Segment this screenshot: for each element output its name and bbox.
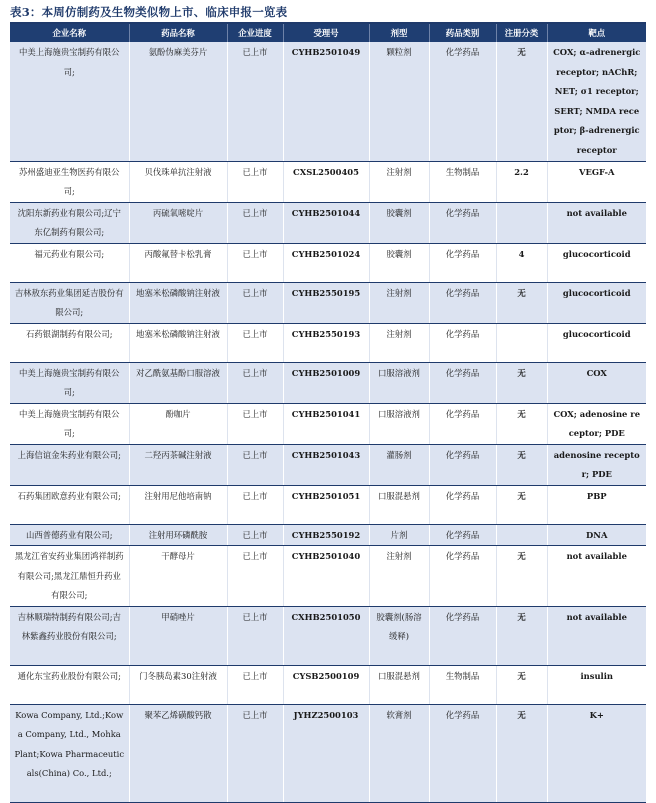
table-row bbox=[10, 403, 646, 444]
cell-accept-no: CXSL2500405 bbox=[283, 161, 369, 202]
cell-drug: 酚咖片 bbox=[129, 403, 227, 444]
cell-drug: 氨酚伪麻美芬片 bbox=[129, 42, 227, 161]
cell-form: 注射剂 bbox=[369, 161, 429, 202]
cell-category: 化学药品 bbox=[429, 202, 496, 243]
cell-accept-no: CYHB2501024 bbox=[283, 243, 369, 282]
cell-company: 中美上海施贵宝制药有限公司; bbox=[10, 42, 129, 161]
cell-category: 化学药品 bbox=[429, 403, 496, 444]
cell-drug: 地塞米松磷酸钠注射液 bbox=[129, 323, 227, 362]
cell-status: 已上市 bbox=[227, 362, 283, 403]
cell-form: 胶囊剂 bbox=[369, 243, 429, 282]
cell-status: 已上市 bbox=[227, 161, 283, 202]
cell-company: 苏州盛迪亚生物医药有限公司; bbox=[10, 161, 129, 202]
cell-reg-class: 无 bbox=[496, 665, 547, 704]
cell-target: insulin bbox=[547, 665, 646, 704]
cell-target: glucocorticoid bbox=[547, 282, 646, 323]
header-row bbox=[10, 24, 646, 42]
cell-category: 化学药品 bbox=[429, 546, 496, 607]
cell-company: 山西普德药业有限公司; bbox=[10, 524, 129, 546]
cell-company: 吉林顺瑞特制药有限公司;吉林紫鑫药业股份有限公司; bbox=[10, 606, 129, 665]
cell-reg-class: 无 bbox=[496, 546, 547, 607]
table-row bbox=[10, 606, 646, 665]
cell-form: 颗粒剂 bbox=[369, 42, 429, 161]
cell-status: 已上市 bbox=[227, 485, 283, 524]
cell-status: 已上市 bbox=[227, 704, 283, 802]
cell-category: 生物制品 bbox=[429, 161, 496, 202]
cell-reg-class: 无 bbox=[496, 704, 547, 802]
cell-target: not available bbox=[547, 606, 646, 665]
cell-reg-class bbox=[496, 524, 547, 546]
cell-status: 已上市 bbox=[227, 606, 283, 665]
cell-form: 口服溶液剂 bbox=[369, 403, 429, 444]
cell-company: 通化东宝药业股份有限公司; bbox=[10, 665, 129, 704]
table-row bbox=[10, 546, 646, 607]
table-row bbox=[10, 665, 646, 704]
cell-drug: 丙酸氟替卡松乳膏 bbox=[129, 243, 227, 282]
cell-drug: 聚苯乙烯磺酸钙散 bbox=[129, 704, 227, 802]
cell-category: 化学药品 bbox=[429, 485, 496, 524]
cell-category: 化学药品 bbox=[429, 606, 496, 665]
cell-company: 石药集团欧意药业有限公司; bbox=[10, 485, 129, 524]
table-row bbox=[10, 161, 646, 202]
table-title: 表3：本周仿制药及生物类似物上市、临床申报一览表 bbox=[10, 5, 288, 19]
cell-target: DNA bbox=[547, 524, 646, 546]
cell-status: 已上市 bbox=[227, 444, 283, 485]
cell-reg-class bbox=[496, 202, 547, 243]
cell-company: 中美上海施贵宝制药有限公司; bbox=[10, 362, 129, 403]
cell-reg-class: 无 bbox=[496, 42, 547, 161]
cell-drug: 对乙酰氨基酚口服溶液 bbox=[129, 362, 227, 403]
cell-category: 化学药品 bbox=[429, 524, 496, 546]
cell-accept-no: CYHB2501041 bbox=[283, 403, 369, 444]
cell-category: 化学药品 bbox=[429, 323, 496, 362]
table-row bbox=[10, 444, 646, 485]
cell-target: VEGF-A bbox=[547, 161, 646, 202]
cell-status: 已上市 bbox=[227, 524, 283, 546]
table-body bbox=[10, 42, 646, 802]
cell-target: glucocorticoid bbox=[547, 323, 646, 362]
cell-company: 沈阳东新药业有限公司;辽宁东亿制药有限公司; bbox=[10, 202, 129, 243]
cell-reg-class: 无 bbox=[496, 606, 547, 665]
cell-reg-class: 2.2 bbox=[496, 161, 547, 202]
cell-drug: 干酵母片 bbox=[129, 546, 227, 607]
cell-category: 化学药品 bbox=[429, 282, 496, 323]
cell-reg-class: 无 bbox=[496, 444, 547, 485]
cell-reg-class: 4 bbox=[496, 243, 547, 282]
cell-drug: 注射用环磷酰胺 bbox=[129, 524, 227, 546]
cell-category: 化学药品 bbox=[429, 42, 496, 161]
cell-accept-no: CYHB2501044 bbox=[283, 202, 369, 243]
cell-form: 胶囊剂 bbox=[369, 202, 429, 243]
header-status: 企业进度 bbox=[227, 24, 283, 42]
cell-reg-class: 无 bbox=[496, 485, 547, 524]
cell-category: 化学药品 bbox=[429, 444, 496, 485]
cell-drug: 贝伐珠单抗注射液 bbox=[129, 161, 227, 202]
cell-status: 已上市 bbox=[227, 546, 283, 607]
cell-target: adenosine receptor; PDE bbox=[547, 444, 646, 485]
cell-target: not available bbox=[547, 546, 646, 607]
cell-accept-no: JYHZ2500103 bbox=[283, 704, 369, 802]
cell-company: 吉林敖东药业集团延吉股份有限公司; bbox=[10, 282, 129, 323]
cell-status: 已上市 bbox=[227, 403, 283, 444]
cell-company: 上海信谊金朱药业有限公司; bbox=[10, 444, 129, 485]
cell-accept-no: CYHB2501009 bbox=[283, 362, 369, 403]
cell-category: 化学药品 bbox=[429, 362, 496, 403]
cell-accept-no: CXHB2501050 bbox=[283, 606, 369, 665]
cell-form: 软膏剂 bbox=[369, 704, 429, 802]
cell-target: K+ bbox=[547, 704, 646, 802]
table-row bbox=[10, 282, 646, 323]
cell-reg-class bbox=[496, 323, 547, 362]
cell-company: 福元药业有限公司; bbox=[10, 243, 129, 282]
cell-target: not available bbox=[547, 202, 646, 243]
cell-company: 中美上海施贵宝制药有限公司; bbox=[10, 403, 129, 444]
cell-status: 已上市 bbox=[227, 42, 283, 161]
cell-form: 注射剂 bbox=[369, 323, 429, 362]
header-accept-no: 受理号 bbox=[283, 24, 369, 42]
cell-form: 口服溶液剂 bbox=[369, 362, 429, 403]
header-company: 企业名称 bbox=[10, 24, 129, 42]
cell-accept-no: CYHB2501051 bbox=[283, 485, 369, 524]
cell-status: 已上市 bbox=[227, 243, 283, 282]
cell-status: 已上市 bbox=[227, 282, 283, 323]
header-category: 药品类别 bbox=[429, 24, 496, 42]
cell-category: 生物制品 bbox=[429, 665, 496, 704]
cell-accept-no: CYHB2501049 bbox=[283, 42, 369, 161]
cell-target: PBP bbox=[547, 485, 646, 524]
cell-target: COX bbox=[547, 362, 646, 403]
cell-status: 已上市 bbox=[227, 202, 283, 243]
cell-reg-class: 无 bbox=[496, 403, 547, 444]
table-row bbox=[10, 323, 646, 362]
cell-category: 化学药品 bbox=[429, 704, 496, 802]
cell-reg-class: 无 bbox=[496, 282, 547, 323]
cell-reg-class: 无 bbox=[496, 362, 547, 403]
cell-status: 已上市 bbox=[227, 323, 283, 362]
cell-drug: 门冬胰岛素30注射液 bbox=[129, 665, 227, 704]
cell-accept-no: CYHB2501040 bbox=[283, 546, 369, 607]
table-row bbox=[10, 704, 646, 802]
header-drug: 药品名称 bbox=[129, 24, 227, 42]
table-row bbox=[10, 362, 646, 403]
table-row bbox=[10, 42, 646, 161]
cell-target: glucocorticoid bbox=[547, 243, 646, 282]
cell-form: 口服混悬剂 bbox=[369, 485, 429, 524]
cell-drug: 丙硫氧嘧啶片 bbox=[129, 202, 227, 243]
table-row bbox=[10, 524, 646, 546]
cell-target: COX; adenosine receptor; PDE bbox=[547, 403, 646, 444]
cell-accept-no: CYHB2501043 bbox=[283, 444, 369, 485]
cell-form: 注射剂 bbox=[369, 282, 429, 323]
table-row bbox=[10, 243, 646, 282]
cell-accept-no: CYHB2550195 bbox=[283, 282, 369, 323]
cell-accept-no: CYSB2500109 bbox=[283, 665, 369, 704]
cell-drug: 二羟丙茶碱注射液 bbox=[129, 444, 227, 485]
header-reg-class: 注册分类 bbox=[496, 24, 547, 42]
cell-company: 石药银湖制药有限公司; bbox=[10, 323, 129, 362]
cell-accept-no: CYHB2550192 bbox=[283, 524, 369, 546]
cell-status: 已上市 bbox=[227, 665, 283, 704]
header-form: 剂型 bbox=[369, 24, 429, 42]
cell-form: 注射剂 bbox=[369, 546, 429, 607]
table-row bbox=[10, 485, 646, 524]
cell-drug: 注射用尼他培南钠 bbox=[129, 485, 227, 524]
cell-company: 黑龙江省安药业集团鸿祥制药有限公司;黑龙江鼎恒升药业有限公司; bbox=[10, 546, 129, 607]
table-row bbox=[10, 202, 646, 243]
drug-table bbox=[10, 24, 646, 803]
cell-form: 胶囊剂(肠溶缓释) bbox=[369, 606, 429, 665]
cell-accept-no: CYHB2550193 bbox=[283, 323, 369, 362]
cell-form: 口服混悬剂 bbox=[369, 665, 429, 704]
cell-drug: 地塞米松磷酸钠注射液 bbox=[129, 282, 227, 323]
cell-company: Kowa Company, Ltd.;Kowa Company, Ltd., Mohka Plant;Kowa Pharmaceuticals(China) Co., Ltd.; bbox=[10, 704, 129, 802]
cell-drug: 甲硝唑片 bbox=[129, 606, 227, 665]
cell-form: 片剂 bbox=[369, 524, 429, 546]
cell-category: 化学药品 bbox=[429, 243, 496, 282]
header-target: 靶点 bbox=[547, 24, 646, 42]
cell-target: COX; α-adrenergic receptor; nAChR; NET; σ1 receptor; SERT; NMDA receptor; β-adrenergic receptor bbox=[547, 42, 646, 161]
cell-form: 灌肠剂 bbox=[369, 444, 429, 485]
